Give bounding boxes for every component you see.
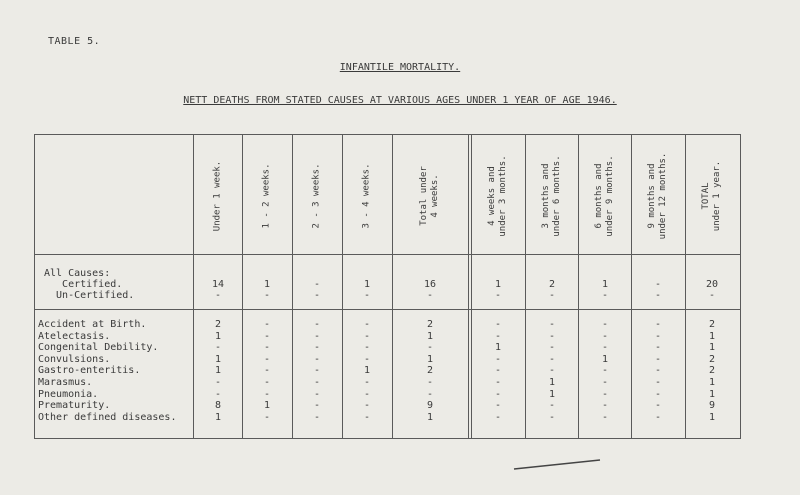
table-cell: - xyxy=(426,377,434,388)
table-cell: 1 xyxy=(426,353,434,365)
table-cell: 14 xyxy=(211,279,225,290)
column-header-label: 6 months and under 9 months. xyxy=(594,155,615,237)
table-cell: - xyxy=(313,290,321,301)
table-cell: - xyxy=(263,411,271,423)
table-cell: - xyxy=(494,290,502,301)
table-cell: - xyxy=(313,279,321,290)
column-divider xyxy=(525,134,526,438)
table-cell: 20 xyxy=(705,279,719,290)
column-divider xyxy=(392,134,393,438)
table-cell: 9 xyxy=(708,400,716,412)
table-cell: - xyxy=(363,342,371,354)
table-cell: - xyxy=(654,342,662,354)
table-cell: - xyxy=(426,290,434,301)
table-cell: - xyxy=(654,411,662,423)
table-title: INFANTILE MORTALITY. xyxy=(339,62,461,73)
table-cell: 1 xyxy=(426,330,434,342)
table-cell: 1 xyxy=(214,365,222,377)
table-cell: 1 xyxy=(708,388,716,400)
row-label: All Causes: xyxy=(44,268,111,279)
table-cell: - xyxy=(263,353,271,365)
table-cell: 9 xyxy=(426,400,434,412)
table-cell: - xyxy=(263,330,271,342)
table-cell: - xyxy=(601,290,609,301)
table-cell: 1 xyxy=(214,330,222,342)
row-label: Certified. xyxy=(44,279,123,290)
row-label: Pneumonia. xyxy=(38,388,99,400)
column-divider xyxy=(578,134,579,438)
table-cell: 1 xyxy=(494,279,502,290)
table-cell: - xyxy=(494,365,502,377)
column-divider xyxy=(685,134,686,438)
table-cell: - xyxy=(654,330,662,342)
header-divider xyxy=(34,254,740,255)
table-cell: - xyxy=(214,388,222,400)
table-cell: - xyxy=(654,353,662,365)
table-cell: 1 xyxy=(548,388,556,400)
column-header-label: Total under 4 weeks. xyxy=(419,166,440,226)
table-cell: - xyxy=(363,411,371,423)
table-cell: 2 xyxy=(214,319,222,330)
table-cell: - xyxy=(548,400,556,412)
table-cell: - xyxy=(313,353,321,365)
section-divider xyxy=(34,309,740,310)
column-header xyxy=(478,140,518,252)
table-cell: 1 xyxy=(708,377,716,388)
column-header-label: 3 months and under 6 months. xyxy=(541,155,562,237)
table-cell: 1 xyxy=(708,411,716,423)
table-cell: - xyxy=(601,377,609,388)
table-cell: - xyxy=(601,330,609,342)
column-header xyxy=(692,140,732,252)
row-label: Atelectasis. xyxy=(38,330,111,342)
table-cell: - xyxy=(363,377,371,388)
table-cell: - xyxy=(263,377,271,388)
table-cell: 1 xyxy=(708,342,716,354)
table-cell: - xyxy=(313,330,321,342)
table-cell: - xyxy=(494,388,502,400)
column-divider xyxy=(193,134,194,438)
column-header xyxy=(347,140,387,252)
table-cell: - xyxy=(313,411,321,423)
table-cell: - xyxy=(654,400,662,412)
column-header xyxy=(532,140,572,252)
table-cell: - xyxy=(654,279,662,290)
column-header xyxy=(247,140,287,252)
table-cell: - xyxy=(494,377,502,388)
column-header xyxy=(297,140,337,252)
table-cell: - xyxy=(263,290,271,301)
table-cell: - xyxy=(548,342,556,354)
table-cell: - xyxy=(601,342,609,354)
table-cell: - xyxy=(601,388,609,400)
table-cell: - xyxy=(654,388,662,400)
table-cell: - xyxy=(313,377,321,388)
row-label: Convulsions. xyxy=(38,353,111,365)
table-cell: - xyxy=(601,411,609,423)
table-cell: 1 xyxy=(548,377,556,388)
table-cell: 1 xyxy=(494,342,502,354)
row-label: Congenital Debility. xyxy=(38,342,159,354)
table-cell: 1 xyxy=(708,330,716,342)
table-cell: 2 xyxy=(708,319,716,330)
table-cell: - xyxy=(426,342,434,354)
column-header-label: TOTAL under 1 year. xyxy=(701,160,722,232)
table-cell: - xyxy=(601,319,609,330)
table-cell: 16 xyxy=(423,279,437,290)
row-label: Prematurity. xyxy=(38,400,111,412)
row-label: Marasmus. xyxy=(38,377,93,388)
column-header xyxy=(585,140,625,252)
table-cell: - xyxy=(363,388,371,400)
pen-mark xyxy=(512,458,602,472)
table-cell: 1 xyxy=(601,353,609,365)
table-cell: - xyxy=(363,319,371,330)
table-cell: - xyxy=(363,290,371,301)
table-cell: - xyxy=(313,319,321,330)
table-cell: 1 xyxy=(214,411,222,423)
column-header-label: 4 weeks and under 3 months. xyxy=(487,155,508,237)
table-cell: - xyxy=(426,388,434,400)
table-cell: - xyxy=(214,377,222,388)
column-header-label: 3 - 4 weeks. xyxy=(361,163,372,229)
table-cell: 1 xyxy=(601,279,609,290)
column-divider xyxy=(242,134,243,438)
row-label: Un-Certified. xyxy=(44,290,135,301)
table-cell: 2 xyxy=(548,279,556,290)
table-cell: - xyxy=(363,400,371,412)
column-divider xyxy=(471,134,472,438)
table-label: TABLE 5. xyxy=(48,36,101,47)
table-cell: - xyxy=(708,290,716,301)
table-cell: - xyxy=(548,353,556,365)
table-cell: - xyxy=(313,388,321,400)
table-cell: - xyxy=(313,365,321,377)
row-label: Accident at Birth. xyxy=(38,319,147,330)
table-cell: - xyxy=(548,290,556,301)
table-cell: - xyxy=(263,342,271,354)
table-cell: 1 xyxy=(263,279,271,290)
column-divider xyxy=(468,134,469,438)
table-cell: - xyxy=(263,388,271,400)
table-cell: - xyxy=(654,319,662,330)
table-cell: - xyxy=(494,400,502,412)
table-cell: - xyxy=(214,342,222,354)
row-label: Gastro-enteritis. xyxy=(38,365,141,377)
table-cell: - xyxy=(601,365,609,377)
column-header-label: Under 1 week. xyxy=(212,160,223,232)
table-cell: - xyxy=(654,290,662,301)
table-cell: - xyxy=(263,365,271,377)
table-cell: 8 xyxy=(214,400,222,412)
table-cell: 1 xyxy=(363,279,371,290)
table-cell: 1 xyxy=(263,400,271,412)
column-header xyxy=(198,140,238,252)
table-subtitle: NETT DEATHS FROM STATED CAUSES AT VARIOUS AGES UNDER 1 YEAR OF AGE 1946. xyxy=(183,95,617,106)
table-cell: - xyxy=(214,290,222,301)
table-cell: 1 xyxy=(363,365,371,377)
table-cell: 2 xyxy=(426,365,434,377)
table-cell: - xyxy=(313,400,321,412)
column-header-label: 2 - 3 weeks. xyxy=(311,163,322,229)
table-cell: 2 xyxy=(426,319,434,330)
column-header xyxy=(638,140,678,252)
table-cell: - xyxy=(548,319,556,330)
table-cell: - xyxy=(494,330,502,342)
table-cell: - xyxy=(313,342,321,354)
column-header xyxy=(410,140,450,252)
column-divider xyxy=(631,134,632,438)
column-divider xyxy=(292,134,293,438)
table-cell: - xyxy=(601,400,609,412)
table-cell: - xyxy=(654,365,662,377)
table-cell: - xyxy=(494,319,502,330)
table-cell: - xyxy=(263,319,271,330)
column-header-label: 9 months and under 12 months. xyxy=(647,152,668,240)
table-cell: 2 xyxy=(708,365,716,377)
table-cell: - xyxy=(654,377,662,388)
table-cell: 2 xyxy=(708,353,716,365)
table-cell: 1 xyxy=(214,353,222,365)
table-cell: - xyxy=(548,365,556,377)
table-cell: - xyxy=(548,330,556,342)
table-cell: 1 xyxy=(426,411,434,423)
column-divider xyxy=(342,134,343,438)
table-cell: - xyxy=(548,411,556,423)
table-cell: - xyxy=(494,411,502,423)
row-label: Other defined diseases. xyxy=(38,411,177,423)
column-header-label: 1 - 2 weeks. xyxy=(261,163,272,229)
table-cell: - xyxy=(494,353,502,365)
table-cell: - xyxy=(363,330,371,342)
table-cell: - xyxy=(363,353,371,365)
